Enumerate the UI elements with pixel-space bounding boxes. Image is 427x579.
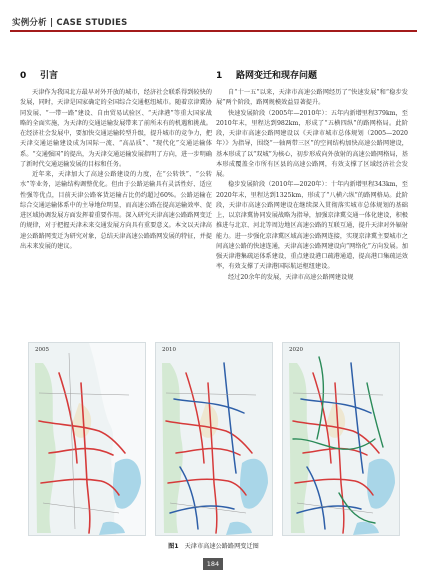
panel-year-label: 2005 bbox=[35, 347, 49, 353]
section-label: 实例分析 | CASE STUDIES bbox=[12, 18, 128, 28]
paragraph: 经过20余年的发展，天津市高速公路网建设规 bbox=[228, 273, 354, 281]
road-map-2010 bbox=[156, 343, 273, 536]
map-panel-2020 bbox=[282, 342, 400, 536]
left-column bbox=[20, 68, 212, 252]
panel-year-label: 2010 bbox=[162, 347, 176, 353]
map-panel-2010 bbox=[155, 342, 273, 536]
page-header bbox=[10, 16, 417, 32]
paragraph: 自“十一五”以来，天津市高速公路网经历了“快速发展”和“稳步发展”两个阶段，路网规模效益显著提升。 bbox=[216, 89, 408, 107]
road-map-2020 bbox=[283, 343, 400, 536]
header-rule bbox=[10, 30, 417, 32]
section-title bbox=[216, 68, 408, 84]
section-title bbox=[20, 68, 212, 84]
road-map-2005 bbox=[29, 343, 146, 536]
paragraph: 快速发展阶段（2005年—2010年）：五年内新增里程379km，至2010年末，里程达到982km，形成了“五横四纵”的路网格局。此阶段，天津市高速公路网建设以《天津市城市总体规划（2005—2020年）》为指导，围绕“一轴两带三区”的空间结构加快高速公路网建设，基本形成了以“双城”为核心，初步形成向外放射的高速公路网格局，基本形成覆盖全市所有区县的高速公路网，有效支撑了区域经济社会发展。 bbox=[216, 109, 408, 178]
page-number: 184 bbox=[203, 558, 223, 570]
figure-title: 天津市高速公路路网变迁图 bbox=[184, 543, 259, 550]
paragraph: 近年来，天津加大了高速公路建设的力度，在“公转铁”、“公转水”等业务，运输结构调整优化。但由于公路运输具有灵活性好、适应性强等优点，目前天津公路客货运输占比仍约超过60%。公路运输在综合交通运输体系中的主导地位明显，而高速公路在提高运输效率、促进区域协调发展方面发挥着重要作用。深入研究天津高速公路路网变迁的规律，对于把握天津未来交通发展方向具有重要意义。本文以天津高速公路路网变迁为研究对象，总结天津高速公路路网发展的特征，并提出未来发展的建议。 bbox=[20, 171, 212, 250]
right-column bbox=[216, 68, 408, 283]
figure-number: 图1 bbox=[168, 543, 179, 550]
paragraph: 稳步发展阶段（2010年—2020年）：十年内新增里程343km，至2020年末，里程达到1325km，形成了“八横六纵”的路网格局。此阶段，天津市高速公路网建设在继续深入贯彻落实城市总体规划的基础上，以京津冀协同发展战略为指导，加强京津冀交通一体化建设，积极推进与北京、河北等周边地区高速公路的互联互通，提升天津对外辐射能力。进一步强化京津冀区域高速公路网连接，实现京津冀主要城市之间高速公路的快速连通，天津高速公路网建设向“网络化”方向发展。加强天津港集疏运体系建设，重点建设港口疏港通道，提高港口集疏运效率，有效支撑了天津港国际航运枢纽建设。 bbox=[216, 181, 408, 271]
road-network-figure bbox=[28, 342, 400, 536]
section-heading: 路网变迁和现存问题 bbox=[236, 71, 318, 81]
section-number: 0 bbox=[20, 71, 27, 81]
panel-year-label: 2020 bbox=[289, 347, 303, 353]
section-number: 1 bbox=[216, 71, 223, 81]
paragraph: 天津作为我国北方最早对外开放的城市，经济社会联系得到较快的发展，同时，天津是国家确定的全国综合交通枢纽城市。随着京津冀协同发展、“一带一路”建设、自由贸易试验区、“天津港”等重大国家战略的全面实施，为天津的交通运输发展带来了前所未有的机遇和挑战。在经济社会发展中，要加快交通运输转型升级，提升城市的竞争力，把天津交通运输建设成为国际一流、“高品质”、“现代化”交通运输体系。“交通强国”的提出，为天津交通运输发展指明了方向，进一步明确了新时代交通运输发展的目标和任务。 bbox=[20, 89, 212, 168]
section-heading: 引言 bbox=[40, 71, 59, 81]
map-panel-2005 bbox=[28, 342, 146, 536]
figure-caption bbox=[0, 541, 427, 550]
